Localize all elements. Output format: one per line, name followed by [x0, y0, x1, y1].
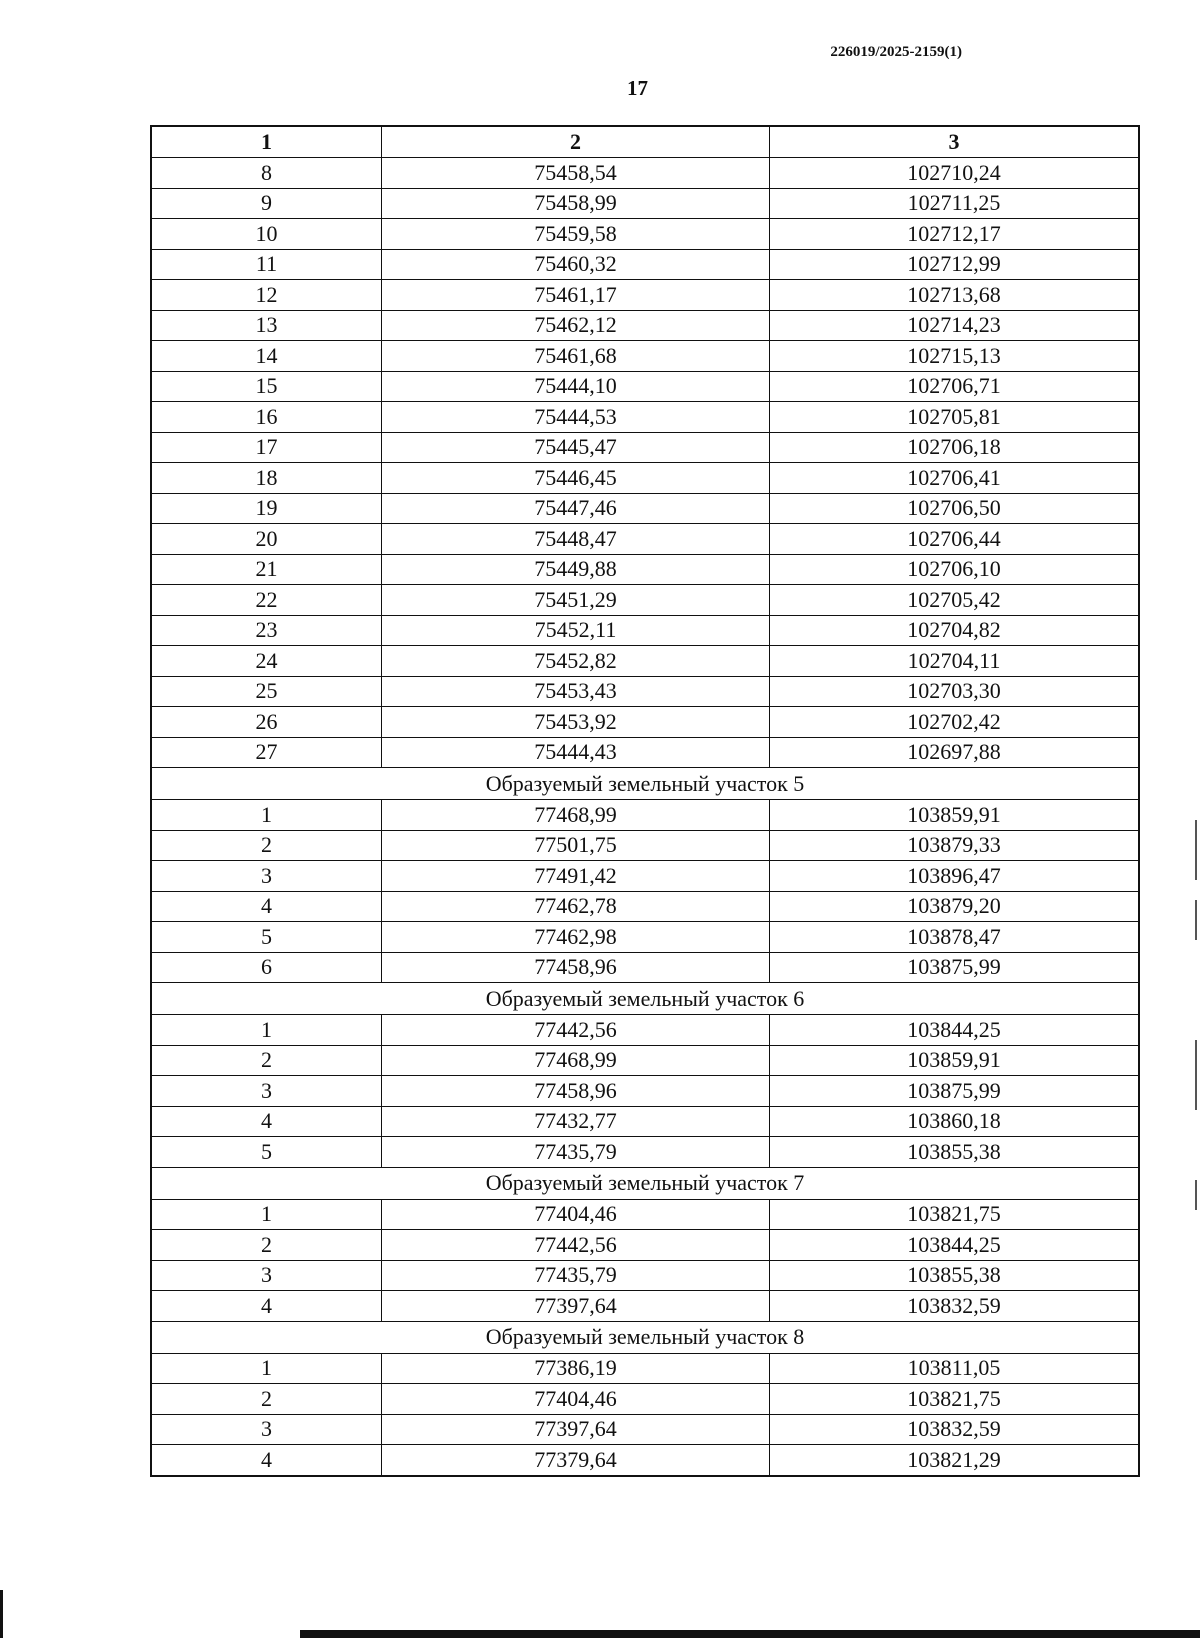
point-number-cell: 6 — [151, 952, 382, 983]
x-coordinate-cell: 75449,88 — [382, 554, 770, 585]
point-number-cell: 1 — [151, 800, 382, 831]
point-number-cell: 2 — [151, 830, 382, 861]
point-number-cell: 1 — [151, 1199, 382, 1230]
x-coordinate-cell: 77432,77 — [382, 1106, 770, 1137]
table-row — [151, 830, 1139, 861]
point-number-cell: 3 — [151, 861, 382, 892]
x-coordinate-cell: 77491,42 — [382, 861, 770, 892]
y-coordinate-cell: 103855,38 — [770, 1137, 1140, 1168]
y-coordinate-cell: 102706,44 — [770, 524, 1140, 555]
scan-edge-mark — [0, 1590, 3, 1638]
y-coordinate-cell: 102706,41 — [770, 463, 1140, 494]
x-coordinate-cell: 75452,82 — [382, 646, 770, 677]
x-coordinate-cell: 75461,17 — [382, 280, 770, 311]
table-row — [151, 1353, 1139, 1384]
y-coordinate-cell: 102706,50 — [770, 493, 1140, 524]
point-number-cell: 26 — [151, 707, 382, 738]
y-coordinate-cell: 103821,29 — [770, 1445, 1140, 1476]
table-row — [151, 402, 1139, 433]
table-row — [151, 1230, 1139, 1261]
point-number-cell: 5 — [151, 1137, 382, 1168]
y-coordinate-cell: 103844,25 — [770, 1015, 1140, 1046]
point-number-cell: 20 — [151, 524, 382, 555]
point-number-cell: 2 — [151, 1045, 382, 1076]
point-number-cell: 22 — [151, 585, 382, 616]
table-row — [151, 676, 1139, 707]
table-row — [151, 646, 1139, 677]
y-coordinate-cell: 103859,91 — [770, 800, 1140, 831]
header-cell-1: 1 — [151, 126, 382, 158]
section-title: Образуемый земельный участок 6 — [151, 983, 1139, 1015]
y-coordinate-cell: 102711,25 — [770, 188, 1140, 219]
x-coordinate-cell: 77397,64 — [382, 1414, 770, 1445]
section-title: Образуемый земельный участок 7 — [151, 1167, 1139, 1199]
x-coordinate-cell: 77435,79 — [382, 1260, 770, 1291]
point-number-cell: 23 — [151, 615, 382, 646]
x-coordinate-cell: 75459,58 — [382, 219, 770, 250]
y-coordinate-cell: 102710,24 — [770, 158, 1140, 189]
x-coordinate-cell: 75453,92 — [382, 707, 770, 738]
point-number-cell: 18 — [151, 463, 382, 494]
point-number-cell: 2 — [151, 1384, 382, 1415]
y-coordinate-cell: 103855,38 — [770, 1260, 1140, 1291]
x-coordinate-cell: 77458,96 — [382, 952, 770, 983]
point-number-cell: 19 — [151, 493, 382, 524]
point-number-cell: 24 — [151, 646, 382, 677]
x-coordinate-cell: 77462,78 — [382, 891, 770, 922]
y-coordinate-cell: 102712,99 — [770, 249, 1140, 280]
y-coordinate-cell: 103832,59 — [770, 1414, 1140, 1445]
x-coordinate-cell: 77397,64 — [382, 1291, 770, 1322]
y-coordinate-cell: 103875,99 — [770, 1076, 1140, 1107]
table-row — [151, 554, 1139, 585]
table-row — [151, 188, 1139, 219]
table-row — [151, 585, 1139, 616]
x-coordinate-cell: 77468,99 — [382, 1045, 770, 1076]
x-coordinate-cell: 77501,75 — [382, 830, 770, 861]
table-row — [151, 1106, 1139, 1137]
y-coordinate-cell: 102706,71 — [770, 371, 1140, 402]
scan-edge-mark — [1195, 820, 1197, 880]
point-number-cell: 12 — [151, 280, 382, 311]
x-coordinate-cell: 77442,56 — [382, 1230, 770, 1261]
table-row — [151, 432, 1139, 463]
y-coordinate-cell: 103879,33 — [770, 830, 1140, 861]
section-title: Образуемый земельный участок 5 — [151, 768, 1139, 800]
point-number-cell: 13 — [151, 310, 382, 341]
y-coordinate-cell: 103878,47 — [770, 922, 1140, 953]
y-coordinate-cell: 103879,20 — [770, 891, 1140, 922]
y-coordinate-cell: 103860,18 — [770, 1106, 1140, 1137]
y-coordinate-cell: 102713,68 — [770, 280, 1140, 311]
table-row — [151, 280, 1139, 311]
point-number-cell: 3 — [151, 1076, 382, 1107]
x-coordinate-cell: 75444,53 — [382, 402, 770, 433]
point-number-cell: 2 — [151, 1230, 382, 1261]
y-coordinate-cell: 103832,59 — [770, 1291, 1140, 1322]
y-coordinate-cell: 103821,75 — [770, 1384, 1140, 1415]
x-coordinate-cell: 75462,12 — [382, 310, 770, 341]
section-heading-row — [151, 1321, 1139, 1353]
table-row — [151, 219, 1139, 250]
point-number-cell: 15 — [151, 371, 382, 402]
table-row — [151, 861, 1139, 892]
table-row — [151, 952, 1139, 983]
x-coordinate-cell: 77379,64 — [382, 1445, 770, 1476]
point-number-cell: 27 — [151, 737, 382, 768]
point-number-cell: 5 — [151, 922, 382, 953]
point-number-cell: 14 — [151, 341, 382, 372]
table-row — [151, 707, 1139, 738]
y-coordinate-cell: 102703,30 — [770, 676, 1140, 707]
x-coordinate-cell: 75444,43 — [382, 737, 770, 768]
point-number-cell: 4 — [151, 1291, 382, 1322]
x-coordinate-cell: 75453,43 — [382, 676, 770, 707]
table-row — [151, 249, 1139, 280]
table-row — [151, 1291, 1139, 1322]
table-row — [151, 1414, 1139, 1445]
y-coordinate-cell: 103844,25 — [770, 1230, 1140, 1261]
document-id: 226019/2025-2159(1) — [830, 44, 962, 60]
point-number-cell: 25 — [151, 676, 382, 707]
y-coordinate-cell: 103896,47 — [770, 861, 1140, 892]
point-number-cell: 4 — [151, 1106, 382, 1137]
table-row — [151, 1445, 1139, 1476]
y-coordinate-cell: 102705,42 — [770, 585, 1140, 616]
point-number-cell: 21 — [151, 554, 382, 585]
coordinates-table — [150, 125, 1140, 1477]
x-coordinate-cell: 75445,47 — [382, 432, 770, 463]
x-coordinate-cell: 77435,79 — [382, 1137, 770, 1168]
table-row — [151, 1045, 1139, 1076]
section-heading-row — [151, 983, 1139, 1015]
point-number-cell: 9 — [151, 188, 382, 219]
table-row — [151, 371, 1139, 402]
y-coordinate-cell: 102714,23 — [770, 310, 1140, 341]
x-coordinate-cell: 77468,99 — [382, 800, 770, 831]
y-coordinate-cell: 102705,81 — [770, 402, 1140, 433]
section-heading-row — [151, 768, 1139, 800]
header-cell-3: 3 — [770, 126, 1140, 158]
y-coordinate-cell: 102704,11 — [770, 646, 1140, 677]
x-coordinate-cell: 75458,54 — [382, 158, 770, 189]
x-coordinate-cell: 75447,46 — [382, 493, 770, 524]
table-row — [151, 891, 1139, 922]
table-row — [151, 615, 1139, 646]
table-row — [151, 524, 1139, 555]
x-coordinate-cell: 77386,19 — [382, 1353, 770, 1384]
point-number-cell: 4 — [151, 1445, 382, 1476]
x-coordinate-cell: 75461,68 — [382, 341, 770, 372]
point-number-cell: 4 — [151, 891, 382, 922]
table-row — [151, 341, 1139, 372]
x-coordinate-cell: 75458,99 — [382, 188, 770, 219]
y-coordinate-cell: 103811,05 — [770, 1353, 1140, 1384]
x-coordinate-cell: 75444,10 — [382, 371, 770, 402]
x-coordinate-cell: 75452,11 — [382, 615, 770, 646]
y-coordinate-cell: 103875,99 — [770, 952, 1140, 983]
scan-edge-mark — [1195, 1040, 1197, 1110]
point-number-cell: 8 — [151, 158, 382, 189]
point-number-cell: 11 — [151, 249, 382, 280]
point-number-cell: 3 — [151, 1414, 382, 1445]
table-row — [151, 1137, 1139, 1168]
page-number: 17 — [627, 76, 648, 100]
table-row — [151, 800, 1139, 831]
x-coordinate-cell: 77458,96 — [382, 1076, 770, 1107]
y-coordinate-cell: 102706,18 — [770, 432, 1140, 463]
x-coordinate-cell: 77404,46 — [382, 1384, 770, 1415]
table-row — [151, 310, 1139, 341]
table-row — [151, 1260, 1139, 1291]
point-number-cell: 10 — [151, 219, 382, 250]
section-title: Образуемый земельный участок 8 — [151, 1321, 1139, 1353]
x-coordinate-cell: 77462,98 — [382, 922, 770, 953]
x-coordinate-cell: 75446,45 — [382, 463, 770, 494]
scan-edge-mark — [1195, 900, 1197, 940]
point-number-cell: 1 — [151, 1353, 382, 1384]
table-header-row — [151, 126, 1139, 158]
point-number-cell: 1 — [151, 1015, 382, 1046]
table-row — [151, 1015, 1139, 1046]
coordinates-table-body — [151, 126, 1139, 1476]
table-row — [151, 922, 1139, 953]
x-coordinate-cell: 77442,56 — [382, 1015, 770, 1046]
section-heading-row — [151, 1167, 1139, 1199]
point-number-cell: 3 — [151, 1260, 382, 1291]
x-coordinate-cell: 75460,32 — [382, 249, 770, 280]
table-row — [151, 1384, 1139, 1415]
scan-edge-mark — [1195, 1180, 1197, 1210]
x-coordinate-cell: 75448,47 — [382, 524, 770, 555]
table-row — [151, 1076, 1139, 1107]
y-coordinate-cell: 102715,13 — [770, 341, 1140, 372]
table-row — [151, 158, 1139, 189]
x-coordinate-cell: 77404,46 — [382, 1199, 770, 1230]
y-coordinate-cell: 102704,82 — [770, 615, 1140, 646]
y-coordinate-cell: 102697,88 — [770, 737, 1140, 768]
y-coordinate-cell: 102712,17 — [770, 219, 1140, 250]
table-row — [151, 463, 1139, 494]
header-cell-2: 2 — [382, 126, 770, 158]
x-coordinate-cell: 75451,29 — [382, 585, 770, 616]
point-number-cell: 17 — [151, 432, 382, 463]
table-row — [151, 737, 1139, 768]
scan-bottom-edge — [300, 1630, 1200, 1638]
y-coordinate-cell: 102702,42 — [770, 707, 1140, 738]
table-row — [151, 1199, 1139, 1230]
point-number-cell: 16 — [151, 402, 382, 433]
table-row — [151, 493, 1139, 524]
y-coordinate-cell: 103821,75 — [770, 1199, 1140, 1230]
y-coordinate-cell: 102706,10 — [770, 554, 1140, 585]
y-coordinate-cell: 103859,91 — [770, 1045, 1140, 1076]
